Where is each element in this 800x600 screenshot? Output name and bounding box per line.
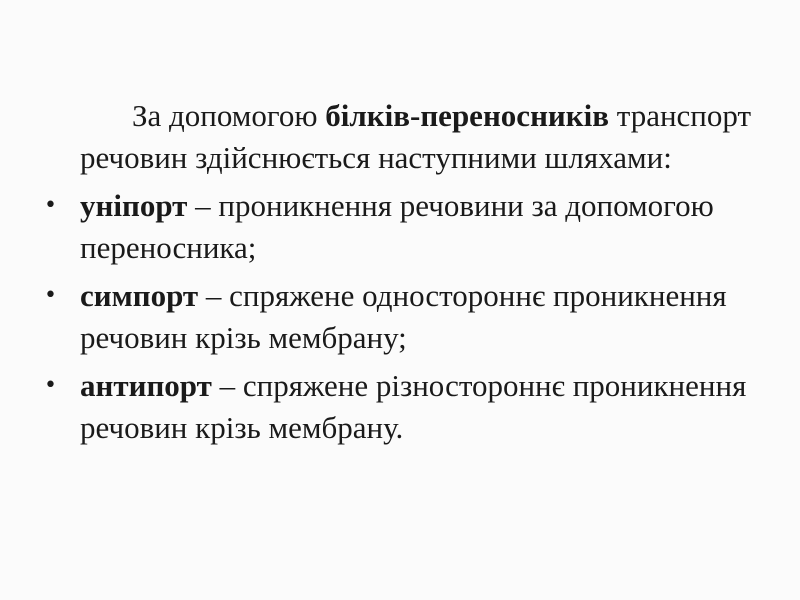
item-description: – спряжене одностороннє проникнення речовин крізь мембрану; — [80, 278, 727, 355]
item-description: – проникнення речовини за допомогою переносника; — [80, 188, 714, 265]
intro-text-before: За допомогою — [132, 98, 326, 133]
item-term: антипорт — [80, 368, 212, 403]
item-description: – спряжене різностороннє проникнення речовин крізь мембрану. — [80, 368, 747, 445]
intro-bold-term: білків-переносників — [325, 98, 610, 133]
bullet-icon: • — [44, 373, 57, 398]
slide-content — [44, 95, 764, 455]
list-item-uniport — [44, 185, 764, 269]
bullet-icon: • — [44, 283, 57, 308]
item-term: уніпорт — [80, 188, 188, 223]
list-item-antiport — [44, 365, 764, 449]
intro-paragraph — [80, 95, 764, 179]
intro-text-after: транспорт речовин здійснюється наступними шляхами: — [80, 98, 752, 175]
bullet-icon: • — [44, 193, 57, 218]
item-term: симпорт — [80, 278, 199, 313]
list-item-symport — [44, 275, 764, 359]
transport-types-list — [44, 185, 764, 449]
